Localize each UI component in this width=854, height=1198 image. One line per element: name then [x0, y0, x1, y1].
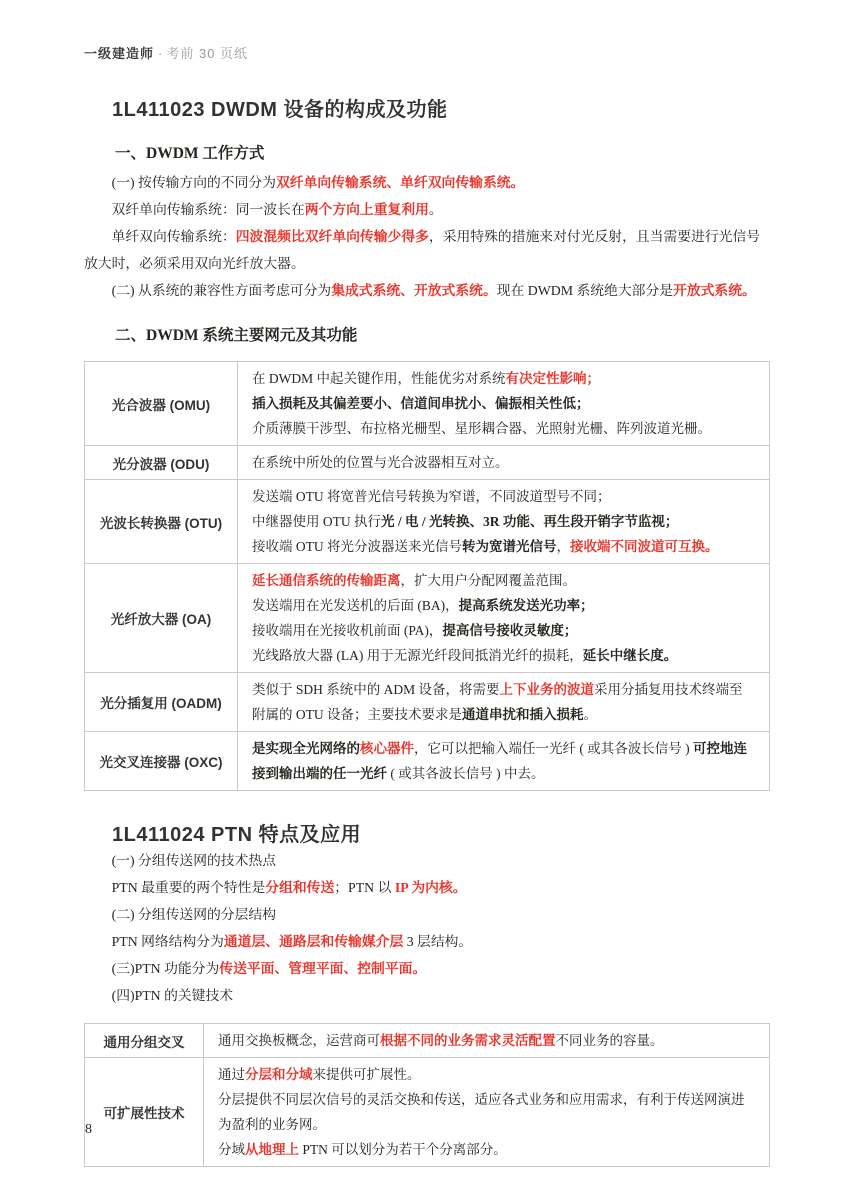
ptn-paragraphs [84, 847, 770, 1009]
paragraph [84, 196, 770, 223]
text-run: 通道串扰和插入损耗 [462, 707, 584, 722]
row-label: 光合波器 (OMU) [85, 362, 238, 446]
text-run: 接收端用在光接收机前面 (PA)， [252, 623, 443, 638]
text-run: PTN 最重要的两个特性是 [111, 880, 266, 895]
text-run: 通过 [218, 1067, 245, 1082]
ptn-key-tech-table [84, 1023, 770, 1167]
table-line [252, 677, 755, 727]
text-run: 接收端不同波道可互换。 [570, 539, 719, 554]
text-run: 通道层、通路层和传输媒介层 [223, 934, 404, 949]
table-row [85, 1058, 770, 1167]
table-line [252, 593, 755, 618]
table-row [85, 1024, 770, 1058]
text-run: (一) 按传输方向的不同分为 [111, 175, 276, 190]
paragraph [84, 277, 770, 304]
paragraph [84, 874, 770, 901]
table-row [85, 446, 770, 480]
row-label: 光分插复用 (OADM) [85, 673, 238, 732]
text-run: 类似于 SDH 系统中的 ADM 设备，将需要 [252, 682, 500, 697]
heading-dwdm-work-mode: 一、DWDM 工作方式 [115, 145, 265, 162]
text-run: 。 [428, 202, 443, 217]
paragraph [84, 223, 770, 277]
text-run: 光 / 电 / 光转换、3R 功能、再生段开销字节监视； [381, 514, 679, 529]
section-title-ptn: 1L411024 PTN 特点及应用 [112, 824, 362, 846]
text-run: 发送端用在光发送机的后面 (BA)， [252, 598, 459, 613]
text-run: 可控地连接到输出端的任一光纤 [252, 741, 747, 781]
text-run: ， [556, 539, 570, 554]
text-run: 插入损耗及其偏差要小、信道间串扰小、偏振相关性低； [252, 396, 590, 411]
text-run: 上下业务的波道 [499, 682, 595, 697]
text-run: 介质薄膜干涉型、布拉格光栅型、星形耦合器、光照射光栅、阵列波道光栅。 [252, 421, 711, 436]
text-run: ( 或其各波长信号 ) 中去。 [387, 766, 545, 781]
row-label: 光分波器 (ODU) [85, 446, 238, 480]
text-run: 单纤双向传输系统： [111, 229, 236, 244]
table-line [252, 484, 755, 509]
table-line [252, 534, 755, 559]
row-content [238, 673, 770, 732]
dwdm-elements-table [84, 361, 770, 791]
text-run: 光线路放大器 (LA) 用于无源光纤段间抵消光纤的损耗， [252, 648, 583, 663]
row-content [238, 362, 770, 446]
heading-dwdm-elements: 二、DWDM 系统主要网元及其功能 [115, 327, 358, 344]
text-run: 现在 DWDM 系统绝大部分是 [496, 283, 674, 298]
page-header [84, 46, 770, 62]
brand-label: 一级建造师 [84, 46, 155, 61]
text-run: 分组和传送 [265, 880, 335, 895]
separator-dot-icon: · [158, 46, 163, 61]
section-title-dwdm: 1L411023 DWDM 设备的构成及功能 [112, 99, 448, 121]
page-number: 8 [85, 1122, 92, 1137]
row-label: 通用分组交叉 [85, 1024, 204, 1058]
text-run: 提高信号接收灵敏度； [442, 623, 578, 638]
row-label: 可扩展性技术 [85, 1058, 204, 1167]
text-run: IP 为内核。 [394, 880, 467, 895]
paragraph [84, 982, 770, 1009]
text-run: 在 DWDM 中起关键作用，性能优劣对系统 [252, 371, 506, 386]
text-run: 根据不同的业务需求灵活配置 [380, 1033, 556, 1048]
text-run: 采用分插复用技术终端至附属的 OTU 设备；主要技术要求是 [252, 682, 743, 722]
text-run: 接收端 OTU 将光分波器送来光信号 [252, 539, 462, 554]
paragraph [84, 847, 770, 874]
dwdm-work-mode-paragraphs [84, 169, 770, 304]
text-run: (一) 分组传送网的技术热点 [111, 853, 276, 868]
text-run: 集成式系统、开放式系统。 [331, 283, 497, 298]
paragraph [84, 928, 770, 955]
text-run: 在系统中所处的位置与光合波器相互对立。 [252, 455, 509, 470]
table-line [218, 1028, 755, 1053]
text-run: 核心器件 [360, 741, 414, 756]
table-line [252, 391, 755, 416]
text-run: (二) 分组传送网的分层结构 [111, 907, 276, 922]
text-run: 分域 [218, 1142, 245, 1157]
text-run: 分层提供不同层次信号的灵活交换和传送，适应各式业务和应用需求，有利于传送网演进为盈利的业务网。 [218, 1092, 745, 1132]
text-run: 。 [583, 707, 597, 722]
table-line [252, 568, 755, 593]
text-run: 来提供可扩展性。 [312, 1067, 421, 1082]
text-run: 传送平面、管理平面、控制平面。 [219, 961, 427, 976]
text-run: 发送端 OTU 将宽普光信号转换为窄谱，不同波道型号不同； [252, 489, 611, 504]
text-run: ，扩大用户分配网覆盖范围。 [400, 573, 576, 588]
text-run: (二) 从系统的兼容性方面考虑可分为 [111, 283, 332, 298]
text-run: ，它可以把输入端任一光纤 ( 或其各波长信号 ) [414, 741, 693, 756]
row-content [238, 446, 770, 480]
text-run: 双纤单向传输系统：同一波长在 [111, 202, 305, 217]
table-row [85, 480, 770, 564]
text-run: (四)PTN 的关键技术 [111, 988, 234, 1003]
table-row [85, 564, 770, 673]
text-run: (三)PTN 功能分为 [111, 961, 220, 976]
text-run: 通用交换板概念，运营商可 [218, 1033, 380, 1048]
text-run: 从地理上 [245, 1142, 299, 1157]
table-line [218, 1062, 755, 1087]
row-label: 光波长转换器 (OTU) [85, 480, 238, 564]
table-row [85, 362, 770, 446]
table-line [218, 1137, 755, 1162]
table-line [252, 366, 755, 391]
text-run: 四波混频比双纤单向传输少得多 [235, 229, 429, 244]
row-label: 光纤放大器 (OA) [85, 564, 238, 673]
text-run: 3 层结构。 [403, 934, 473, 949]
text-run: 延长中继长度。 [582, 648, 678, 663]
text-run: 分层和分域 [245, 1067, 313, 1082]
table-line [252, 416, 755, 441]
text-run: PTN 网络结构分为 [111, 934, 224, 949]
table-line [252, 450, 755, 475]
text-run: ；PTN 以 [334, 880, 395, 895]
text-run: 提高系统发送光功率； [458, 598, 594, 613]
text-run: 双纤单向传输系统、单纤双向传输系统。 [276, 175, 525, 190]
row-content [238, 480, 770, 564]
text-run: ，采用特殊的措施来对付光反射，且当需要进行光信号放大时，必须采用双向光纤放大器。 [84, 229, 761, 271]
text-run: 不同业务的容量。 [555, 1033, 664, 1048]
table-line [252, 736, 755, 786]
table-line [218, 1087, 755, 1137]
paragraph [84, 901, 770, 928]
text-run: PTN 可以划分为若干个分离部分。 [299, 1142, 507, 1157]
row-content [204, 1024, 770, 1058]
text-run: 延长通信系统的传输距离 [252, 573, 401, 588]
table-line [252, 509, 755, 534]
row-content [204, 1058, 770, 1167]
table-line [252, 618, 755, 643]
text-run: 两个方向上重复利用 [304, 202, 429, 217]
text-run: 有决定性影响； [505, 371, 600, 386]
text-run: 开放式系统。 [673, 283, 756, 298]
paragraph [84, 955, 770, 982]
row-label: 光交叉连接器 (OXC) [85, 732, 238, 791]
text-run: 中继器使用 OTU 执行 [252, 514, 381, 529]
text-run: 是实现全光网络的 [252, 741, 360, 756]
header-subtitle: 考前 30 页纸 [166, 46, 249, 61]
table-line [252, 643, 755, 668]
paragraph [84, 169, 770, 196]
text-run: 转为宽谱光信号 [462, 539, 557, 554]
table-row [85, 673, 770, 732]
row-content [238, 732, 770, 791]
table-row [85, 732, 770, 791]
row-content [238, 564, 770, 673]
